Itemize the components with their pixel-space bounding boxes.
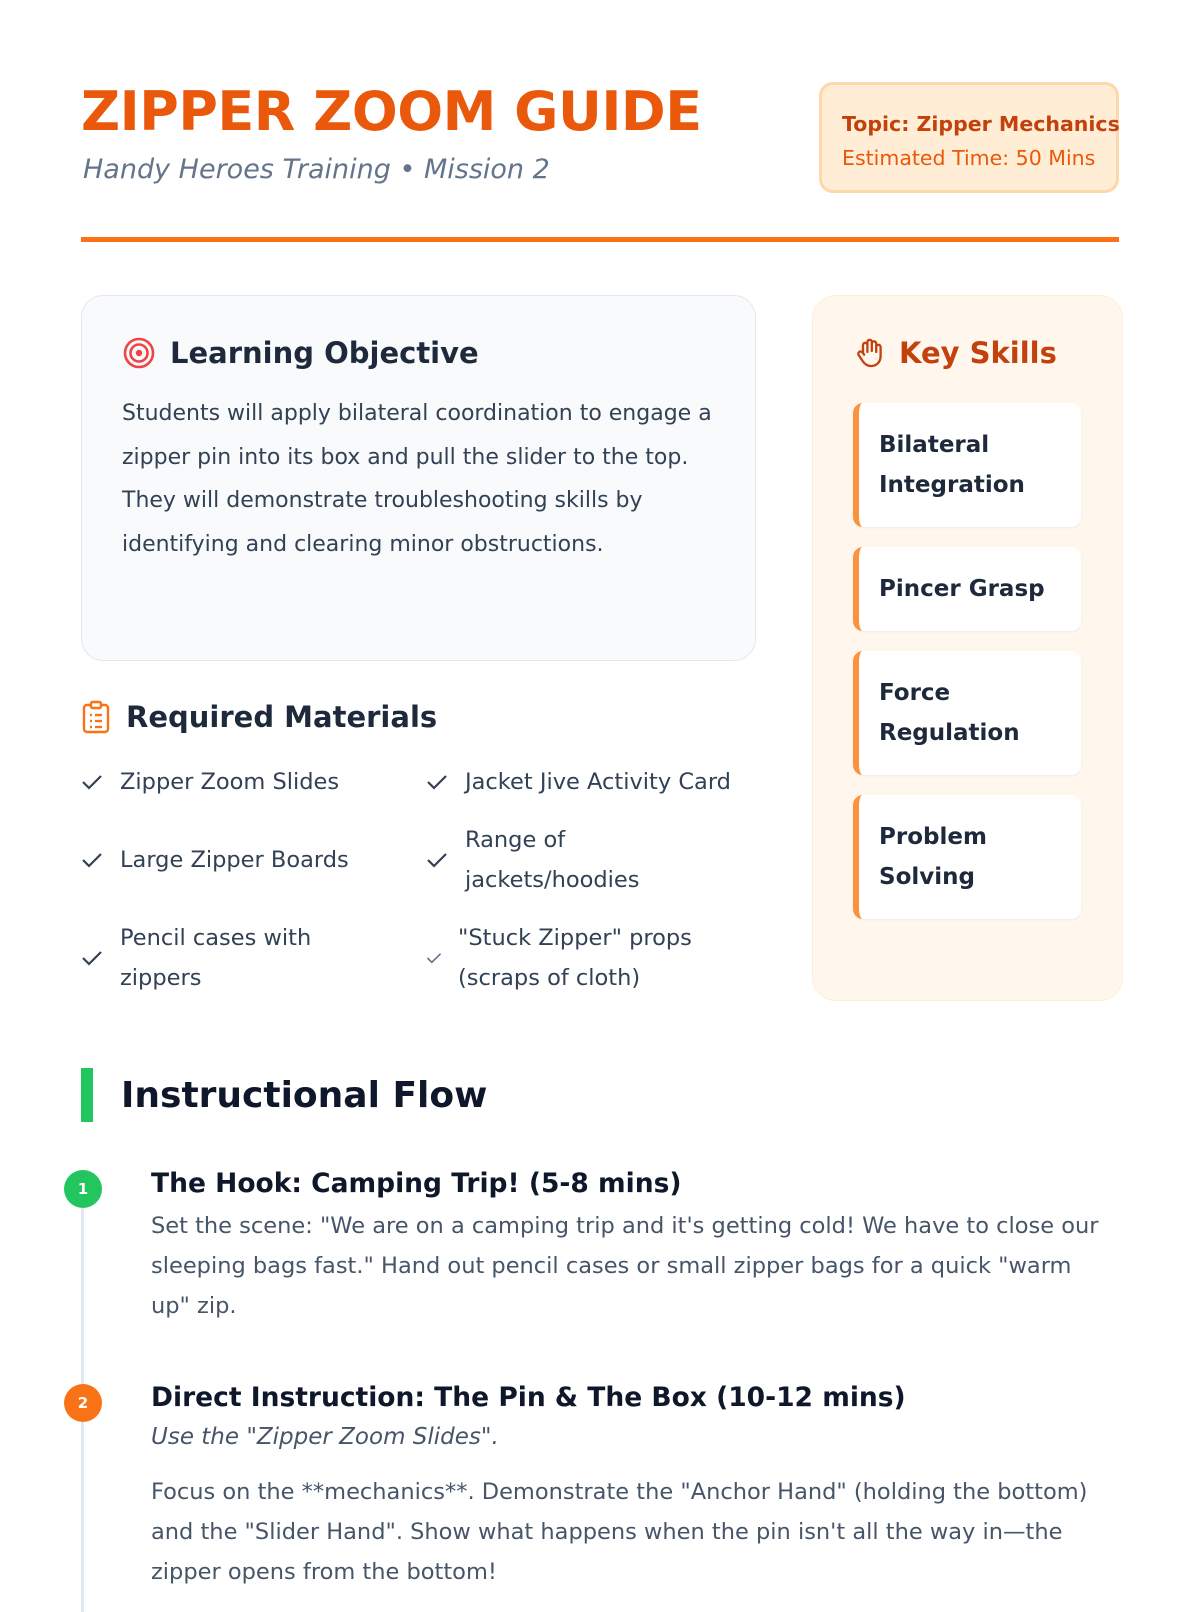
material-label: Range of jackets/hoodies xyxy=(465,827,640,893)
check-icon xyxy=(81,851,103,869)
skill-card: Problem Solving xyxy=(853,795,1081,919)
skill-card: Bilateral Integration xyxy=(853,403,1081,527)
page-title: ZIPPER ZOOM GUIDE xyxy=(81,80,702,143)
skill-card: Pincer Grasp xyxy=(853,547,1081,631)
learning-objective-card xyxy=(81,295,756,661)
check-icon xyxy=(81,949,103,967)
check-icon xyxy=(426,951,448,965)
key-skills-panel xyxy=(812,295,1123,1001)
check-icon xyxy=(426,773,448,791)
material-item xyxy=(426,762,756,802)
material-item xyxy=(81,820,426,900)
step-text: Set the scene: "We are on a camping trip and it's getting cold! We have to close our sleeping bags fast." Hand out pencil cases or small zipper bags for a quick "warm up" zip. xyxy=(151,1213,1099,1319)
step-text: Focus on the **mechanics**. Demonstrate the "Anchor Hand" (holding the bottom) and the "Slider Hand". Show what happens when the pin isn't all the way in—the zipper opens from the bottom! xyxy=(151,1479,1088,1585)
topic-label: Topic: Zipper Mechanics xyxy=(842,112,1120,136)
objective-text: Students will apply bilateral coordination to engage a zipper pin into its box and pull the slider to the top. They will demonstrate troubleshooting skills by identifying and clearing minor obstructions. xyxy=(122,401,712,557)
page-subtitle: Handy Heroes Training • Mission 2 xyxy=(83,154,550,185)
material-label: Large Zipper Boards xyxy=(120,847,349,873)
timeline-line xyxy=(81,1208,84,1386)
objective-heading: Learning Objective xyxy=(170,336,479,370)
topic-box xyxy=(819,82,1119,193)
target-icon xyxy=(122,336,156,370)
material-item xyxy=(81,762,426,802)
material-label: "Stuck Zipper" props (scraps of cloth) xyxy=(458,925,692,991)
material-label: Jacket Jive Activity Card xyxy=(465,769,731,795)
check-icon xyxy=(81,773,103,791)
step-title: The Hook: Camping Trip! (5-8 mins) xyxy=(151,1168,682,1199)
step-number-badge: 2 xyxy=(64,1384,102,1422)
skill-card: Force Regulation xyxy=(853,651,1081,775)
clipboard-icon xyxy=(81,700,111,734)
instructional-flow-heading xyxy=(81,1068,487,1122)
timeline-line xyxy=(81,1422,84,1612)
skills-heading: Key Skills xyxy=(899,336,1057,370)
hand-icon xyxy=(853,336,887,370)
flow-heading-text: Instructional Flow xyxy=(121,1074,488,1116)
material-label: Pencil cases with zippers xyxy=(120,925,312,991)
step-title: Direct Instruction: The Pin & The Box (10-12 mins) xyxy=(151,1382,906,1413)
step-number-badge: 1 xyxy=(64,1170,102,1208)
page-header xyxy=(81,0,1119,242)
step-note: Use the "Zipper Zoom Slides". xyxy=(151,1424,499,1450)
material-item xyxy=(426,918,756,998)
required-materials xyxy=(81,700,756,998)
estimated-time: Estimated Time: 50 Mins xyxy=(842,146,1096,170)
material-item xyxy=(81,918,426,998)
materials-heading: Required Materials xyxy=(126,700,438,734)
material-item xyxy=(426,820,756,900)
check-icon xyxy=(426,851,448,869)
material-label: Zipper Zoom Slides xyxy=(120,769,340,795)
